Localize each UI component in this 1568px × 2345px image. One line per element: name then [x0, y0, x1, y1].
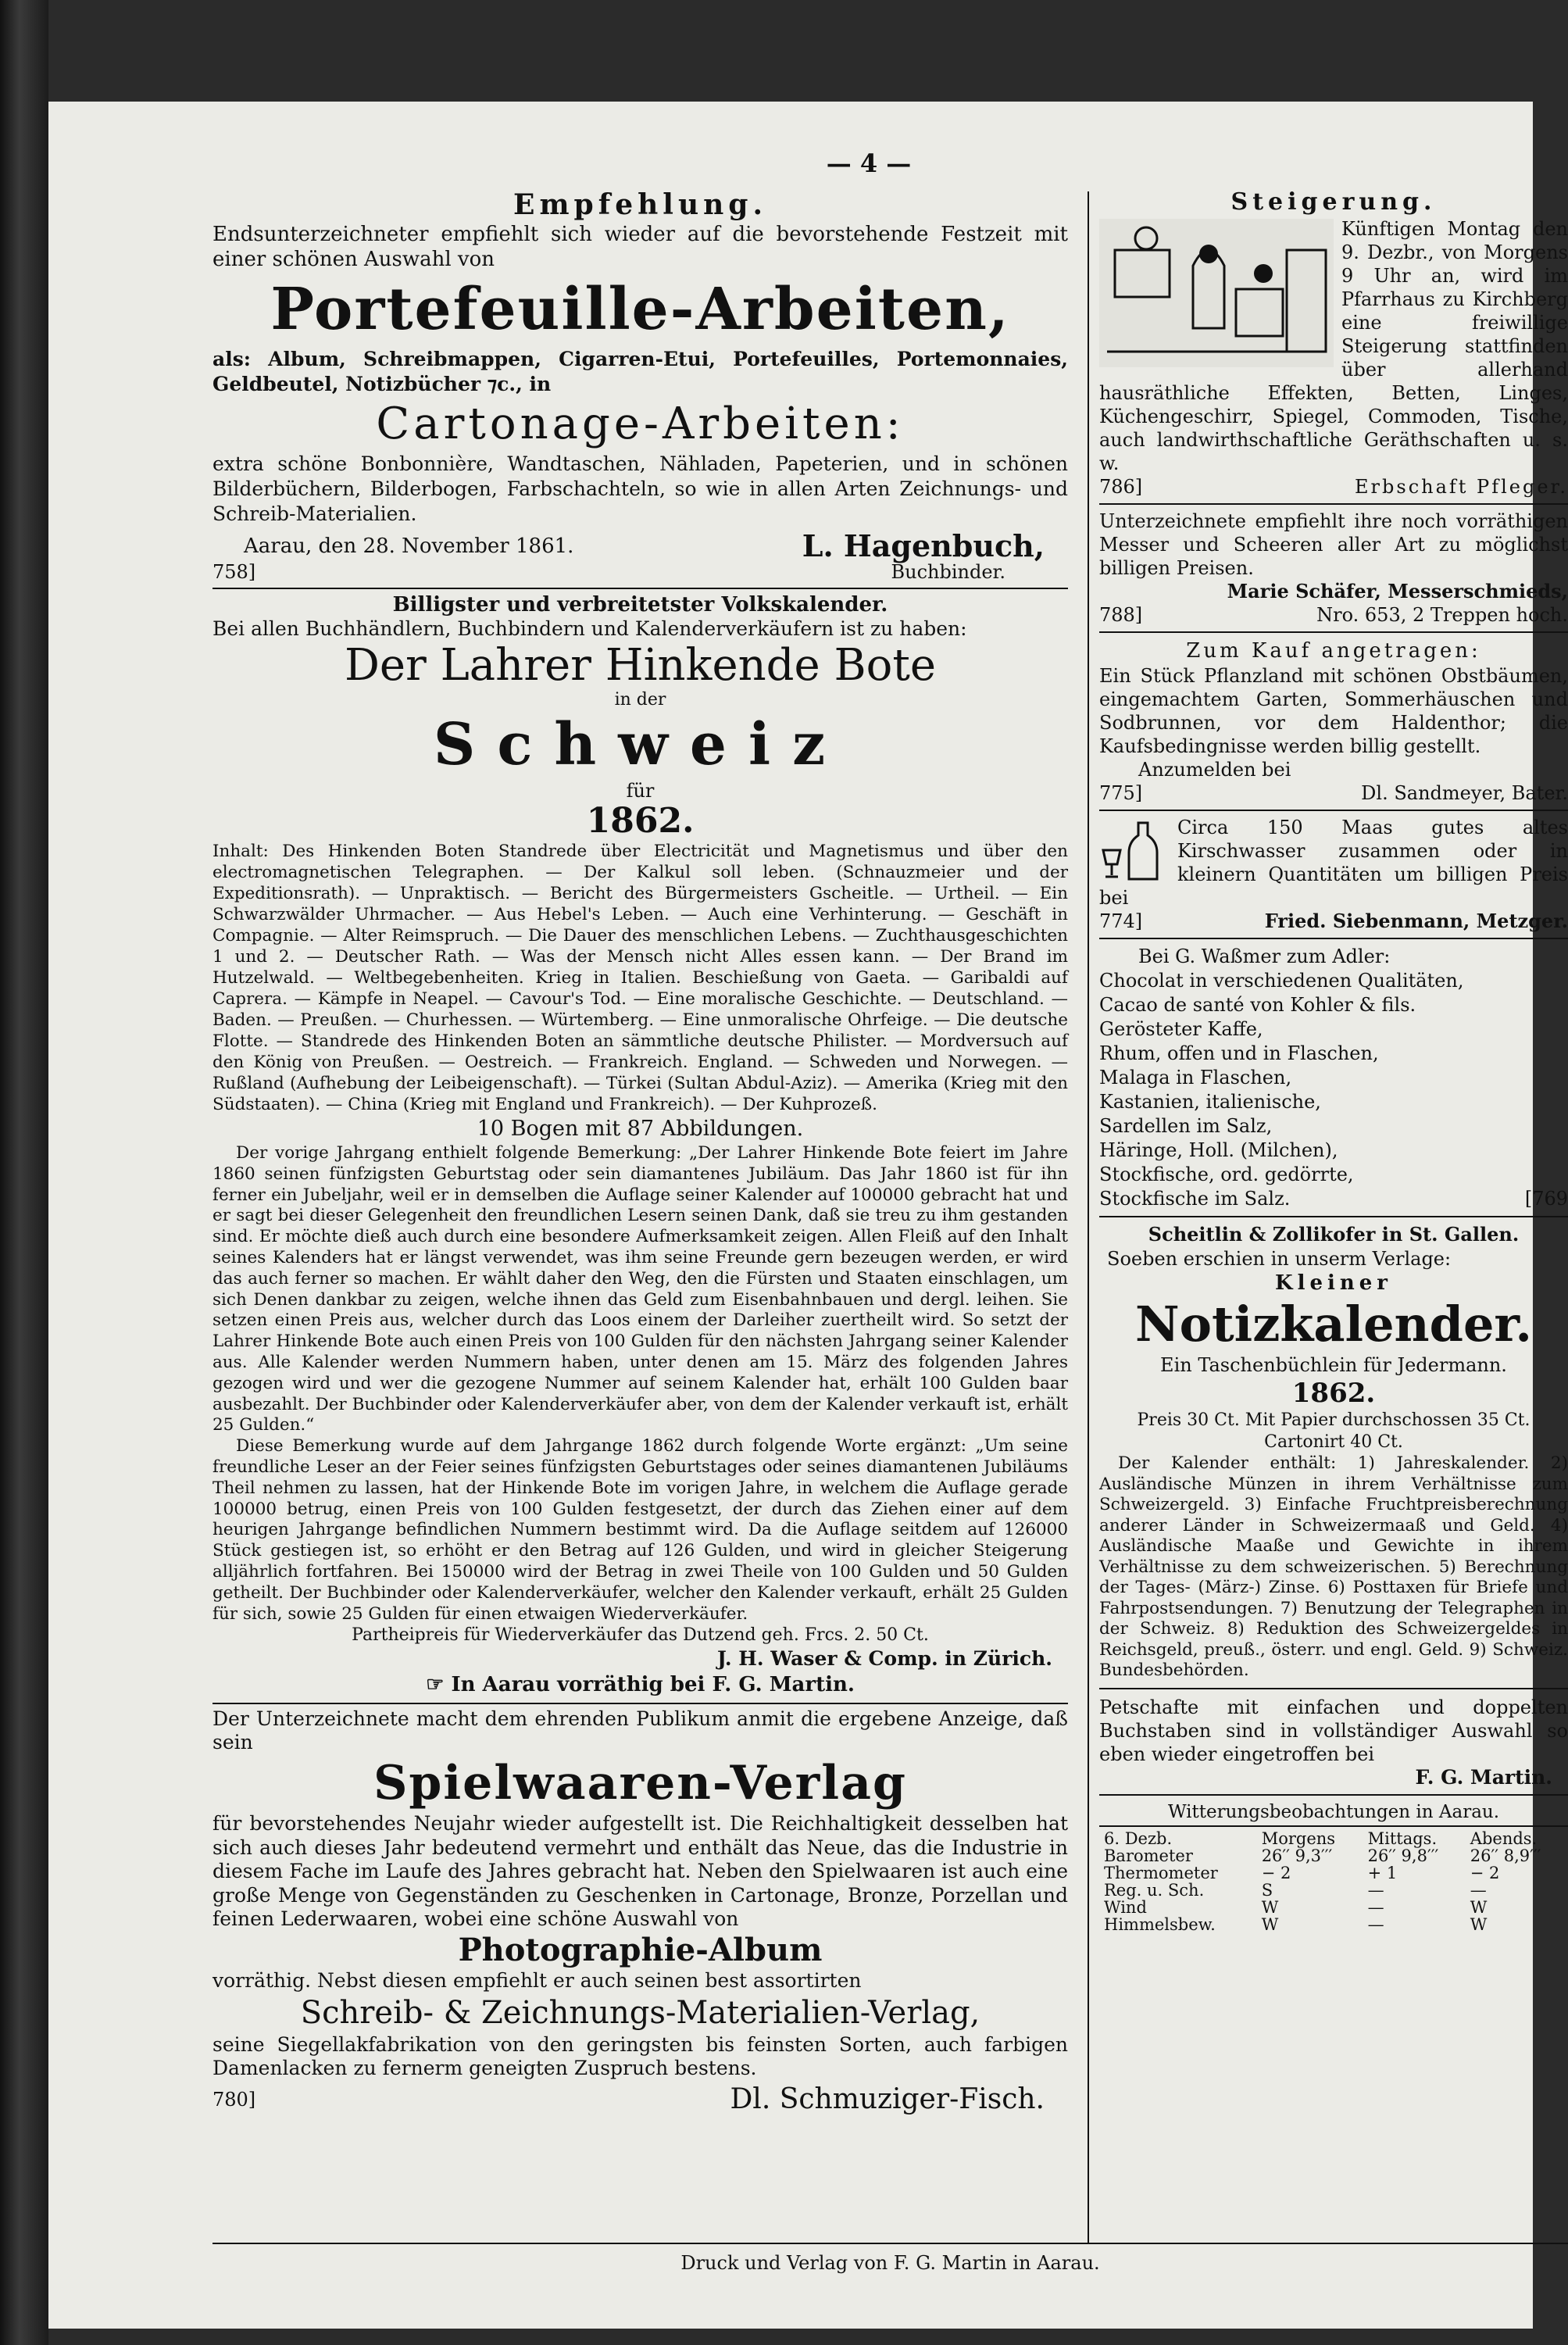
kalender-para2: Diese Bemerkung wurde auf dem Jahrgange 1862 durch folgende Worte ergänzt: „Um seine freundliche Leser an der Feier seines fünfzigsten Geburtstages oder seines diamantenen Jubiläums Theil nehmen zu lassen, hat der Hinkende Bote im vorigen Jahre, in welchem die Auflage gerade 100000 betrug, einen Preis von 100 Gulden festgesetzt, der durch das Ziehen einer auf dem heurigen Jahrgange befindlichen Nummern bestimmt wird. Da die Auflage seitdem auf 126000 Stück gestiegen ist, so erhöht er den Betrag auf 126 Gulden, und wird in gleicher Steigerung alljährlich fortfahren. Bei 150000 wird der Betrag in zwei Theile von 100 Gulden und 50 Gulden getheilt. Der Buchbinder oder Kalenderverkäufer, welcher den Kalender verkauft, erhält 25 Gulden für sich, sowie 25 Gulden für einen etwaigen Wiederverkäufer. [213, 1436, 1068, 1624]
divider-r1 [1099, 503, 1568, 505]
table-cell: W [1470, 1914, 1488, 1934]
list-item: Stockfische im Salz. [1099, 1188, 1291, 1210]
table-header-cell: 6. Dezb. [1104, 1828, 1173, 1848]
weather-section [1099, 1800, 1568, 1933]
table-cell: Himmelsbew. [1104, 1914, 1216, 1934]
column-divider [1088, 191, 1089, 2243]
table-cell: Wind [1104, 1897, 1147, 1917]
list-item: Gerösteter Kaffe, [1099, 1018, 1263, 1040]
table-row [1099, 1864, 1568, 1882]
empfehlung-text1: als: Album, Schreibmappen, Cigarren-Etui, Portefeuilles, Portemonnaies, Geldbeutel, Notizbücher ⁊c., in [213, 348, 1068, 395]
kauf-title: Zum Kauf angetragen: [1186, 639, 1481, 663]
wassmer-intro: Bei G. Waßmer zum Adler: [1138, 946, 1391, 967]
kalender-in-der: in der [614, 690, 666, 710]
steigerung-text: Künftigen Montag den 9. Dezbr., von Morgens 9 Uhr an, wird im Pfarrhaus zu Kirchberg eine freiwillige Steigerung stattfinden über allerhand hausräthliche Effekten, Betten, Linges, Küchengeschirr, Spiegel, Commoden, Tische, auch landwirthschaftliche Geräthschaften u. s. w. [1099, 218, 1568, 474]
divider-1 [213, 588, 1068, 589]
messer-ad [1099, 509, 1568, 627]
table-row [1099, 1847, 1568, 1864]
table-cell: Reg. u. Sch. [1104, 1880, 1205, 1900]
table-cell: 26′′ 8,9′′′ [1470, 1846, 1541, 1865]
table-cell: — [1367, 1880, 1384, 1900]
empfehlung-text2: extra schöne Bonbonnière, Wandtaschen, Nähladen, Papeterien, und in schönen Bilderbüchern, Bilderbogen, Farbschachteln, so wie in allen Arten Zeichnungs- und Schreib-Materialien. [213, 452, 1068, 525]
kalender-publisher: J. H. Waser & Comp. in Zürich. [716, 1647, 1052, 1671]
right-column [1099, 188, 1568, 1933]
divider-2 [213, 1703, 1068, 1704]
spielwaaren-text1: für bevorstehendes Neujahr wieder aufgestellt ist. Die Reichhaltigkeit desselben hat sich auch dieses Jahr bedeutend vermehrt und enthält das Neue, das die Industrie in diesem Fache im Laufe des Jahres gebracht hat. Neben den Spielwaaren ist auch eine große Menge von Gegenständen zu Geschenken in Cartonage, Bronze, Porzellan und feinen Lederwaaren, wobei eine schöne Auswahl von [213, 1812, 1068, 1931]
notiz-headline: Notizkalender. [1135, 1296, 1532, 1353]
list-item: Kastanien, italienische, [1099, 1091, 1321, 1113]
kalender-title: Billigster und verbreitetster Volkskalender. [392, 593, 888, 617]
table-cell: + 1 [1367, 1863, 1398, 1882]
kalender-stock-text: In Aarau vorräthig bei F. G. Martin. [451, 1673, 855, 1697]
weather-table [1099, 1830, 1568, 1933]
notiz-kleiner: Kleiner [1274, 1271, 1393, 1295]
kauf-text: Ein Stück Pflanzland mit schönen Obstbäumen, eingemachtem Garten, Sommerhäuschen und Sodbrunnen, vor dem Haldenthor; die Kaufsbedingnisse werden billig gestellt. [1099, 665, 1568, 757]
wassmer-code: [769 [1524, 1188, 1568, 1210]
kauf-code: 775] [1099, 782, 1143, 804]
list-item: Stockfische, ord. gedörrte, [1099, 1164, 1354, 1185]
divider-r7 [1099, 1794, 1568, 1796]
materialien-headline: Schreib- & Zeichnungs-Materialien-Verlag, [300, 1994, 980, 2031]
kalender-fuer: für [626, 780, 655, 802]
book-spine [0, 0, 48, 2345]
table-cell: − 2 [1261, 1863, 1291, 1882]
list-item: Häringe, Holl. (Milchen), [1099, 1139, 1338, 1161]
kauf-signature: Dl. Sandmeyer, Bater. [1361, 782, 1568, 804]
portefeuille-headline: Portefeuille-Arbeiten, [270, 276, 1010, 343]
spielwaaren-code: 780] [213, 2088, 256, 2111]
list-item: Malaga in Flaschen, [1099, 1067, 1292, 1088]
empfehlung-ad [213, 188, 1068, 583]
notiz-year: 1862. [1291, 1378, 1376, 1409]
left-column [213, 188, 1068, 2118]
photographie-headline: Photographie-Album [458, 1931, 823, 1968]
petschafte-ad [1099, 1696, 1568, 1789]
list-item: Chocolat in verschiedenen Qualitäten, [1099, 970, 1464, 992]
kalender-inhalt: Inhalt: Des Hinkenden Boten Standrede über Electricität und Magnetismus und über den electromagnetischen Telegraphen. — Der Kalkul soll leben. (Schnauzmeier und der Expeditionsrath). — Unpraktisch. — Bericht des Bürgermeisters Gscheitle. — Urtheil. — Ein Schwarzwälder Uhrmacher. — Aus Hebel's Leben. — Auch eine Verhinterung. — Geschäft in Compagnie. — Alter Reimspruch. — Die Dauer des menschlichen Lebens. — Zuchthausgeschichten 1 und 2. — Deutscher Rath. — Was der Mensch nicht Alles essen kann. — Der Brand im Hutzelwald. — Weltbegebenheiten. Krieg in Italien. Beschießung von Gaeta. — Garibaldi auf Caprera. — Kämpfe in Neapel. — Cavour's Tod. — Eine moralische Geschichte. — Deutschland. — Baden. — Preußen. — Churhessen. — Würtemberg. — Eine unmoralische Ohrfeige. — Die deutsche Flotte. — Standrede des Hinkenden Boten an sämmtliche deutsche Philister. — Mordversuch auf den König von Preußen. — Oestreich. — Frankreich. England. — Schweden und Norwegen. — Rußland (Aufhebung der Leibeigenschaft). — Türkei (Sultan Abdul-Aziz). — Amerika (Krieg mit den Südstaaten). — China (Krieg mit England und Frankreich). — Der Kuhprozeß. [213, 842, 1068, 1114]
wassmer-ad [1099, 944, 1568, 1211]
kalender-bogen: 10 Bogen mit 87 Abbildungen. [477, 1117, 804, 1141]
spielwaaren-text3: seine Siegellakfabrikation von den geringsten bis feinsten Sorten, auch farbigen Damenlacken zu fernerm geneigten Zuspruch bestens. [213, 2032, 1068, 2080]
table-cell: 26′′ 9,8′′′ [1367, 1846, 1439, 1865]
divider-r3 [1099, 810, 1568, 811]
table-header-cell: Mittags. [1367, 1828, 1438, 1848]
kauf-anmelden: Anzumelden bei [1138, 759, 1291, 781]
notiz-subtitle: Ein Taschenbüchlein für Jedermann. [1160, 1354, 1507, 1376]
auction-illustration-icon [1099, 219, 1334, 367]
weather-title: Witterungsbeobachtungen in Aarau. [1167, 1801, 1500, 1822]
table-cell: W [1261, 1914, 1279, 1934]
page-number: — 4 — [826, 148, 912, 178]
table-cell: 26′′ 9,3′′′ [1261, 1846, 1333, 1865]
spielwaaren-text2: vorräthig. Nebst diesen empfiehlt er auch seinen best assortirten [213, 1968, 862, 1992]
kirsch-code: 774] [1099, 910, 1143, 932]
empfehlung-code: 758] [213, 561, 256, 583]
table-row [1099, 1882, 1568, 1899]
table-cell: — [1470, 1880, 1487, 1900]
messer-code: 788] [1099, 604, 1143, 626]
steigerung-signature: Erbschaft Pfleger. [1355, 476, 1568, 498]
kirsch-ad [1099, 816, 1568, 933]
table-cell: W [1470, 1897, 1488, 1917]
list-item: Sardellen im Salz, [1099, 1115, 1273, 1137]
steigerung-ad [1099, 188, 1568, 499]
table-cell: S [1261, 1880, 1273, 1900]
list-item: Rhum, offen und in Flaschen, [1099, 1042, 1379, 1064]
spielwaaren-intro: Der Unterzeichnete macht dem ehrenden Publikum anmit die ergebene Anzeige, daß sein [213, 1707, 1068, 1754]
kalender-year: 1862. [586, 801, 695, 841]
notiz-ad [1099, 1222, 1568, 1682]
kirsch-signature: Fried. Siebenmann, Metzger. [1264, 910, 1568, 932]
petschafte-text: Petschafte mit einfachen und doppelten Buchstaben sind in vollständiger Auswahl so eben wieder eingetroffen bei [1099, 1696, 1568, 1765]
table-row [1099, 1916, 1568, 1933]
notiz-content: Der Kalender enthält: 1) Jahreskalender. 2) Ausländische Münzen in ihrem Verhältnisse zum Schweizergeld. 3) Einfache Fruchtpreisberechnung anderer Länder in Schweizermaaß und Geld. 4) Ausländische Maaße und Gewichte in ihrem Verhältnisse zu dem schweizerischen. 5) Berechnung der Tages- (März-) Zinse. 6) Posttaxen für Briefe und Fahrpostsendungen. 7) Benutzung der Telegraphen in der Schweiz. 8) Reduktion des Schweizergeldes in Reichsgeld, preuß., österr. und engl. Geld. 9) Schweiz. Bundesbehörden. [1099, 1453, 1568, 1680]
empfehlung-signature-title: Buchbinder. [891, 561, 1005, 583]
table-cell: − 2 [1470, 1863, 1500, 1882]
kalender-para1: Der vorige Jahrgang enthielt folgende Bemerkung: „Der Lahrer Hinkende Bote feiert im Jahre 1860 seinen fünfzigsten Geburtstag oder sein diamantenes Jubiläum. Das Jahr 1860 ist für ihn ferner ein Jubeljahr, weil er in demselben die Auflage seiner Kalender auf 100000 gebracht hat und er sagt bei dieser Gelegenheit den freundlichen Lesern seinen Dank, daß sie treu zu ihm gestanden sind. Er möchte dieß auch durch eine besondere Aufmerksamkeit zeigen. Allen Fleiß auf den Inhalt seines Kalenders hat er längst verwendet, was ihm seine Freunde gern bezeugen werden, er wird das auch ferner so machen. Er wählt daher den Weg, den die Fürsten und Staaten einschlagen, um sich Denen dankbar zu zeigen, welche ihnen das Geld zum Eisenbahnbauen und dergl. leihen. Sie setzen einen Preis aus, welcher durch das Loos einem der Darleiher zuertheilt wird. So setzt der Lahrer Hinkende Bote auch einen Preis von 100 Gulden für den nächsten Jahrgang seiner Kalender aus. Alle Kalender werden Nummern haben, unter denen am 15. März des folgenden Jahres gezogen wird und wer die gezogene Nummer auf seinem Kalender hat, erhält 100 Gulden baar ausbezahlt. Der Buchbinder oder Kalenderverkäufer aber, von dem der Kalender verkauft ist, erhält 25 Gulden.“ [213, 1143, 1068, 1435]
empfehlung-signature: L. Hagenbuch, [802, 528, 1045, 563]
kalender-ad [213, 592, 1068, 1698]
notiz-price1: Preis 30 Ct. Mit Papier durchschossen 35 Ct. [1137, 1410, 1530, 1430]
divider-r5 [1099, 1216, 1568, 1217]
messer-signature: Marie Schäfer, Messerschmieds, [1227, 580, 1568, 602]
kauf-ad [1099, 638, 1568, 805]
spielwaaren-ad [213, 1707, 1068, 2118]
table-header-row [1099, 1830, 1568, 1847]
divider-r6 [1099, 1688, 1568, 1689]
messer-text: Unterzeichnete empfiehlt ihre noch vorräthigen Messer und Scheeren aller Art zu möglichst billigen Preisen. [1099, 510, 1568, 579]
bottle-and-glasses-icon [1099, 819, 1170, 881]
wassmer-list [1099, 969, 1568, 1211]
kalender-headline: Der Lahrer Hinkende Bote [345, 640, 936, 691]
footer-rule [213, 2243, 1568, 2244]
kalender-availability: Bei allen Buchhändlern, Buchbindern und Kalenderverkäufern ist zu haben: [213, 617, 967, 640]
empfehlung-intro: Endsunterzeichneter empfiehlt sich wieder auf die bevorstehende Festzeit mit einer schönen Auswahl von [213, 223, 1068, 271]
spielwaaren-headline: Spielwaaren-Verlag [373, 1756, 907, 1811]
weather-rule [1099, 1825, 1568, 1827]
steigerung-title: Steigerung. [1230, 188, 1437, 216]
table-row [1099, 1899, 1568, 1916]
spielwaaren-signature: Dl. Schmuziger-Fisch. [730, 2082, 1045, 2115]
footer-imprint: Druck und Verlag von F. G. Martin in Aarau. [680, 2252, 1100, 2274]
list-item: Cacao de santé von Kohler & fils. [1099, 994, 1416, 1016]
empfehlung-title: Empfehlung. [513, 188, 767, 221]
messer-address: Nro. 653, 2 Treppen hoch. [1316, 604, 1568, 626]
empfehlung-date: Aarau, den 28. November 1861. [244, 534, 574, 558]
table-cell: — [1367, 1897, 1384, 1917]
table-cell: Thermometer [1104, 1863, 1218, 1882]
pointing-hand-icon: ☞ [426, 1673, 452, 1697]
notiz-price2: Cartonirt 40 Ct. [1264, 1432, 1403, 1452]
divider-r4 [1099, 938, 1568, 939]
notiz-announcement: Soeben erschien in unserm Verlage: [1107, 1248, 1452, 1270]
divider-r2 [1099, 631, 1568, 633]
notiz-publisher: Scheitlin & Zollikofer in St. Gallen. [1148, 1223, 1520, 1246]
table-header-cell: Morgens [1261, 1828, 1336, 1848]
table-cell: — [1367, 1914, 1384, 1934]
kalender-stock [213, 1671, 1068, 1698]
kalender-price: Partheipreis für Wiederverkäufer das Dutzend geh. Frcs. 2. 50 Ct. [352, 1625, 929, 1646]
table-header-cell: Abends. [1470, 1828, 1538, 1848]
kalender-country: Schweiz [433, 711, 848, 778]
steigerung-code: 786] [1099, 476, 1143, 498]
table-cell: Barometer [1104, 1846, 1193, 1865]
kirsch-text: Circa 150 Maas gutes altes Kirschwasser zusammen oder in kleinern Quantitäten um billigen Preis bei [1099, 817, 1568, 909]
petschafte-signature: F. G. Martin. [1415, 1765, 1552, 1789]
newspaper-page [48, 102, 1568, 2329]
cartonage-headline: Cartonage-Arbeiten: [376, 399, 905, 449]
table-cell: W [1261, 1897, 1279, 1917]
